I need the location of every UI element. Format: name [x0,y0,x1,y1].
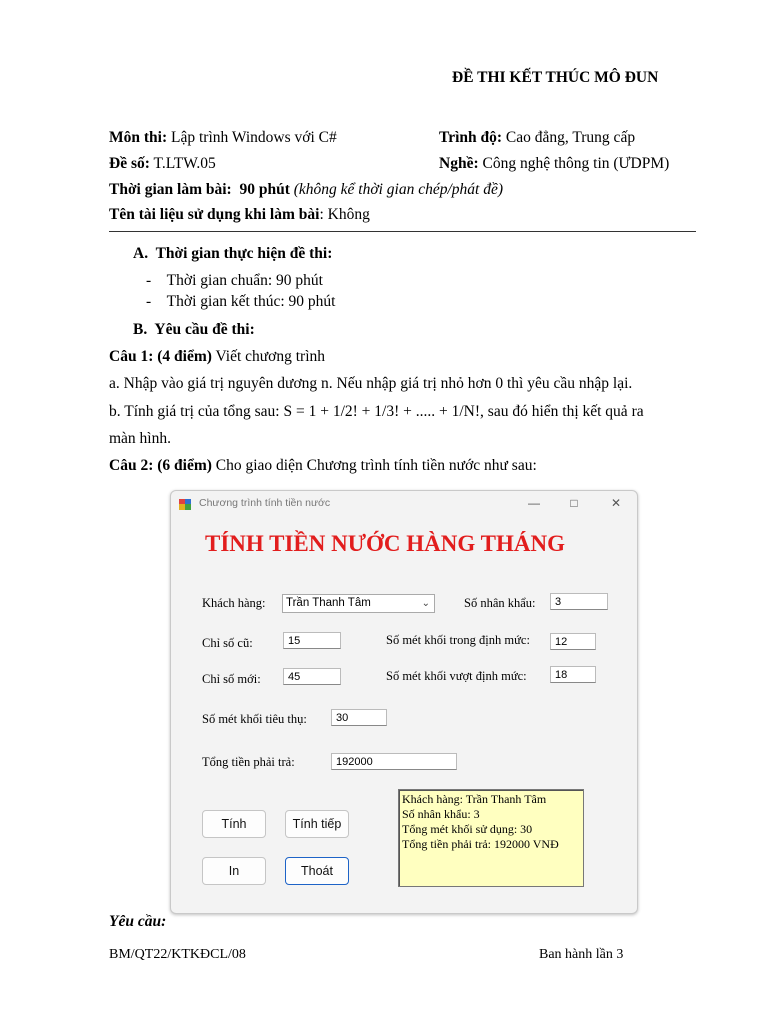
app-window-screenshot [170,490,638,914]
used-field: 30 [331,709,387,726]
major-line [439,154,669,174]
level-label: Trình độ: [439,129,503,146]
level-value: Cao đẳng, Trung cấp [505,129,636,146]
time-line [109,180,503,200]
calculate-button: Tính [202,810,266,838]
major-value: Công nghệ thông tin (ƯDPM) [482,155,670,172]
new-index-label: Chỉ số mới: [202,672,261,686]
print-button: In [202,857,266,885]
customer-value: Trần Thanh Tâm [286,597,371,609]
material-value: : Không [319,206,370,223]
old-index-label: Chỉ số cũ: [202,636,253,650]
new-index-field: 45 [283,668,341,685]
q2-label: Câu 2: (6 điểm) [109,457,212,474]
q2-text: Cho giao diện Chương trình tính tiền nước như sau: [211,457,537,474]
subject-value: Lập trình Windows với C# [171,129,337,146]
level-line [439,128,635,148]
major-label: Nghề: [439,155,479,172]
q1-line-b: b. Tính giá trị của tổng sau: S = 1 + 1/2! + 1/3! + ..... + 1/N!, sau đó hiển thị kết quả ra [109,403,644,420]
over-quota-label: Số mét khối vượt định mức: [386,669,527,683]
q1-text: Viết chương trình [211,348,326,365]
result-line: Số nhân khẩu: 3 [402,807,480,821]
list-item-text: Thời gian chuẩn: 90 phút [166,272,323,289]
window-titlebar [171,491,637,517]
q1-label: Câu 1: (4 điểm) [109,348,212,365]
customer-combobox [282,594,435,613]
requirement-label: Yêu cầu: [109,913,167,930]
section-a-title: Thời gian thực hiện đề thi: [155,245,333,262]
question-1 [109,347,325,367]
time-value: 90 phút [239,181,290,198]
section-b-title: Yêu cầu đề thi: [154,321,255,338]
question-2 [109,456,537,476]
section-b-marker: B. [133,321,148,338]
section-b-heading [133,320,255,340]
material-line [109,205,370,225]
customer-label: Khách hàng: [202,596,266,610]
members-label: Số nhân khẩu: [464,596,536,610]
subject-line [109,128,337,148]
section-a-marker: A. [133,245,149,262]
header-divider [109,231,696,232]
footer-form-code: BM/QT22/KTKĐCL/08 [109,947,246,962]
over-quota-field: 18 [550,666,596,683]
code-value: T.LTW.05 [153,155,216,172]
q1-line-a: a. Nhập vào giá trị nguyên dương n. Nếu nhập giá trị nhỏ hơn 0 thì yêu cầu nhập lại. [109,375,633,392]
list-item: - Thời gian kết thúc: 90 phút [146,293,336,310]
minimize-icon: — [528,496,540,510]
result-textbox [398,789,584,887]
close-icon: ✕ [610,496,622,510]
q1-line-b-cont: màn hình. [109,430,171,447]
old-index-field: 15 [283,632,341,649]
calculate-next-button: Tính tiếp [285,810,349,838]
code-line [109,154,216,174]
exam-title: ĐỀ THI KẾT THÚC MÔ ĐUN [452,69,659,86]
result-line: Khách hàng: Trần Thanh Tâm [402,792,547,806]
material-label: Tên tài liệu sử dụng khi làm bài [109,206,320,223]
used-label: Số mét khối tiêu thụ: [202,712,307,726]
list-item: - Thời gian chuẩn: 90 phút [146,272,323,289]
list-item-text: Thời gian kết thúc: 90 phút [166,293,336,310]
time-note: (không kể thời gian chép/phát đề) [293,181,504,198]
app-heading: TÍNH TIỀN NƯỚC HÀNG THÁNG [205,531,565,556]
members-field: 3 [550,593,608,610]
result-line: Tổng mét khối sử dụng: 30 [402,822,533,836]
app-icon [179,499,191,510]
total-label: Tổng tiền phải trả: [202,755,295,769]
quota-field: 12 [550,633,596,650]
chevron-down-icon: ⌄ [421,598,430,609]
exit-button: Thoát [285,857,349,885]
total-field: 192000 [331,753,457,770]
footer-issue: Ban hành lần 3 [539,947,624,962]
code-label: Đề số: [109,155,150,172]
time-label: Thời gian làm bài: [109,181,232,198]
maximize-icon: □ [570,496,578,510]
result-line: Tổng tiền phải trả: 192000 VNĐ [402,837,559,851]
subject-label: Môn thi: [109,129,168,146]
quota-label: Số mét khối trong định mức: [386,633,530,647]
window-title: Chương trình tính tiền nước [199,497,331,509]
section-a-heading [133,244,332,264]
